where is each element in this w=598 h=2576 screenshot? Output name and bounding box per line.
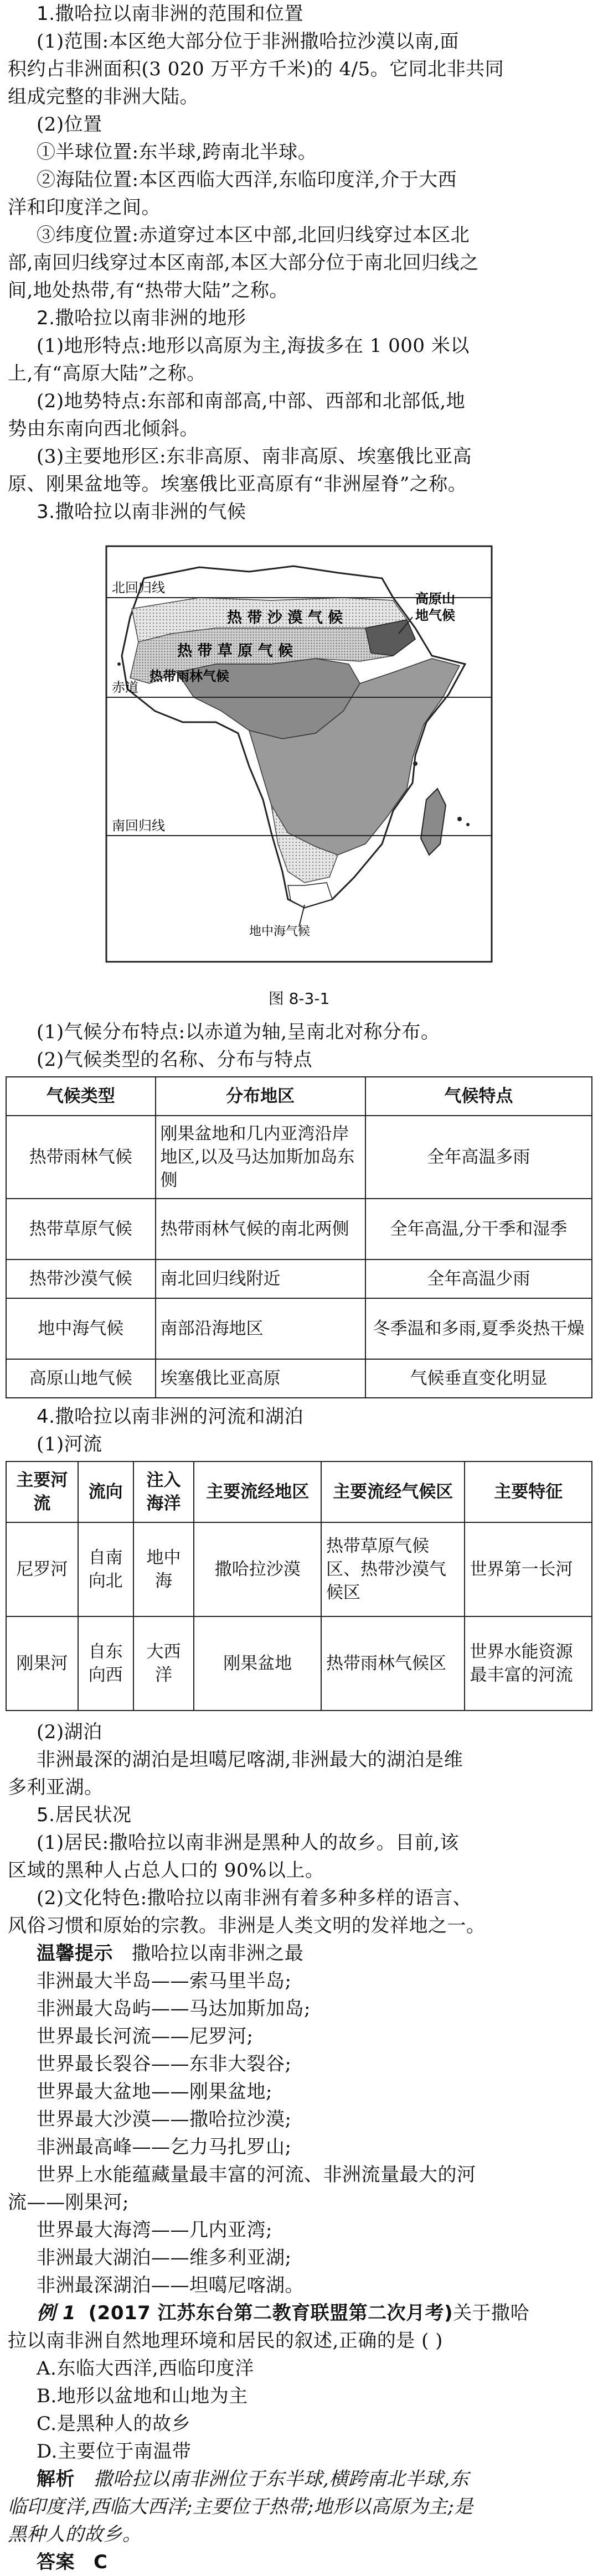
mediterranean-label: 地中海气候 bbox=[249, 925, 311, 939]
table-cell: 气候垂直变化明显 bbox=[365, 1359, 592, 1398]
position-title: (2)位置 bbox=[37, 113, 102, 136]
answer-label: 答案 bbox=[37, 2551, 75, 2573]
residents-line: 区域的黑种人占总人口的 90%以上。 bbox=[8, 1859, 324, 1882]
landform-line: (1)地形特点:地形以高原为主,海拔多在 1 000 米以 bbox=[37, 335, 470, 357]
position-line: 洋和印度洋之间。 bbox=[8, 196, 161, 219]
table-header: 气候特点 bbox=[365, 1077, 592, 1116]
table-header: 气候类型 bbox=[6, 1077, 156, 1116]
scope-line: (1)范围:本区绝大部分位于非洲撒哈拉沙漠以南,面 bbox=[37, 30, 459, 53]
table-row bbox=[6, 1522, 592, 1616]
lakes-and-residents bbox=[0, 1718, 598, 2576]
landform-line: (2)地势特点:东部和南部高,中部、西部和北部低,地 bbox=[37, 390, 466, 412]
table-cell: 热带雨林气候区 bbox=[321, 1616, 465, 1711]
position-line: 间,地处热带,有“热带大陆”之称。 bbox=[8, 279, 288, 302]
rainforest-label: 热带雨林气候 bbox=[150, 668, 229, 684]
example-stem-line: 拉以南非洲自然地理环境和居民的叙述,正确的是 ( ) bbox=[8, 2330, 443, 2352]
table-cell: 全年高温,分干季和湿季 bbox=[365, 1199, 592, 1260]
tropic-north-label: 北回归线 bbox=[112, 580, 165, 595]
table-cell: 大西洋 bbox=[133, 1616, 194, 1711]
tip-line: 非洲最高峰——乞力马扎罗山; bbox=[37, 2136, 292, 2158]
climate-table bbox=[6, 1076, 592, 1398]
table-cell: 刚果盆地 bbox=[194, 1616, 321, 1711]
tip-line: 世界最大盆地——刚果盆地; bbox=[37, 2081, 272, 2103]
table-cell: 热带草原气候区、热带沙漠气候区 bbox=[321, 1522, 465, 1616]
position-line: ①半球位置:东半球,跨南北半球。 bbox=[37, 141, 317, 163]
island-dot bbox=[466, 823, 470, 826]
residents-line: (2)文化特色:撒哈拉以南非洲有着多种多样的语言、 bbox=[37, 1887, 472, 1909]
table-header: 流向 bbox=[78, 1461, 133, 1522]
example-label: 例 1 bbox=[37, 2302, 76, 2324]
table-cell: 南部沿海地区 bbox=[156, 1298, 365, 1359]
position-line: 部,南回归线穿过本区南部,本区大部分位于南北回归线之 bbox=[8, 252, 479, 274]
table-header: 主要流经地区 bbox=[194, 1461, 321, 1522]
table-cell: 热带雨林气候的南北两侧 bbox=[156, 1199, 365, 1260]
table-cell: 世界水能资源最丰富的河流 bbox=[465, 1616, 592, 1711]
analysis-text: 撒哈拉以南非洲位于东半球,横跨南北半球,东 bbox=[93, 2468, 470, 2490]
tip-heading bbox=[0, 1940, 598, 1967]
climate-line: (1)气候分布特点:以赤道为轴,呈南北对称分布。 bbox=[37, 1021, 440, 1043]
table-cell: 刚果盆地和几内亚湾沿岸地区,以及马达加斯加岛东侧 bbox=[156, 1116, 365, 1199]
highland-label-line2: 地气候 bbox=[415, 608, 455, 623]
landform-line: (3)主要地形区:东非高原、南非高原、埃塞俄比亚高 bbox=[37, 445, 472, 468]
landform-line: 上,有“高原大陆”之称。 bbox=[8, 362, 206, 385]
example-source: (2017 江苏东台第二教育联盟第二次月考) bbox=[88, 2302, 453, 2324]
table-cell: 尼罗河 bbox=[6, 1522, 78, 1616]
table-row bbox=[6, 1260, 592, 1298]
table-cell: 地中海气候 bbox=[6, 1298, 156, 1359]
answer-line bbox=[0, 2548, 598, 2576]
tip-line: 非洲最大湖泊——维多利亚湖; bbox=[37, 2247, 292, 2269]
africa-climate-map bbox=[105, 545, 493, 963]
climate-text bbox=[0, 1018, 598, 1074]
section1-heading: 1.撒哈拉以南非洲的范围和位置 bbox=[37, 3, 303, 25]
tip-label: 温馨提示 bbox=[37, 1942, 113, 1965]
example-stem-text: 关于撒哈 bbox=[453, 2302, 530, 2324]
table-cell: 地中海 bbox=[133, 1522, 194, 1616]
tip-line: 非洲最大岛屿——马达加斯加岛; bbox=[37, 1998, 311, 2020]
tip-line: 非洲最大半岛——索马里半岛; bbox=[37, 1970, 292, 1992]
landform-line: 势由东南向西北倾斜。 bbox=[8, 418, 199, 440]
climate-line: (2)气候类型的名称、分布与特点 bbox=[37, 1049, 313, 1071]
table-header: 主要流经气候区 bbox=[321, 1461, 465, 1522]
table-header: 分布地区 bbox=[156, 1077, 365, 1116]
table-cell: 冬季温和多雨,夏季炎热干燥 bbox=[365, 1298, 592, 1359]
table-cell: 全年高温少雨 bbox=[365, 1260, 592, 1298]
figure-caption: 图 8-3-1 bbox=[268, 989, 330, 1008]
tip-line: 世界最长裂谷——东非大裂谷; bbox=[37, 2053, 292, 2075]
table-header: 主要河流 bbox=[6, 1461, 78, 1522]
residents-line: 风俗习惯和原始的宗教。非洲是人类文明的发祥地之一。 bbox=[8, 1915, 486, 1937]
tip-line: 非洲最深湖泊——坦噶尼喀湖。 bbox=[37, 2274, 304, 2297]
table-cell: 世界第一长河 bbox=[465, 1522, 592, 1616]
answer-value: C bbox=[93, 2551, 108, 2573]
section2-heading: 2.撒哈拉以南非洲的地形 bbox=[37, 307, 246, 329]
analysis-line: 临印度洋,西临大西洋;主要位于热带;地形以高原为主;是 bbox=[8, 2496, 473, 2518]
section3-heading: 3.撒哈拉以南非洲的气候 bbox=[37, 501, 246, 523]
landform-line: 原、刚果盆地等。埃塞俄比亚高原有“非洲屋脊”之称。 bbox=[8, 473, 467, 495]
savanna-label: 热 带 草 原 气 候 bbox=[177, 642, 293, 660]
tip-line: 世界最长河流——尼罗河; bbox=[37, 2025, 254, 2048]
table-cell: 热带草原气候 bbox=[6, 1199, 156, 1260]
table-cell: 热带雨林气候 bbox=[6, 1116, 156, 1199]
rivers-title: (1)河流 bbox=[37, 1433, 102, 1455]
tip-line: 流——刚果河; bbox=[8, 2191, 129, 2214]
section-landform bbox=[0, 304, 598, 498]
table-cell: 埃塞俄比亚高原 bbox=[156, 1359, 365, 1398]
section4-heading: 4.撒哈拉以南非洲的河流和湖泊 bbox=[37, 1406, 303, 1428]
tip-line: 世界最大海湾——几内亚湾; bbox=[37, 2219, 272, 2241]
island-dot bbox=[457, 817, 462, 821]
table-row bbox=[6, 1616, 592, 1711]
tip-line: 世界最大沙漠——撒哈拉沙漠; bbox=[37, 2108, 292, 2131]
river-table bbox=[6, 1461, 592, 1711]
example-option: A.东临大西洋,西临印度洋 bbox=[37, 2357, 254, 2380]
lakes-title: (2)湖泊 bbox=[37, 1721, 102, 1743]
table-header: 注入海洋 bbox=[133, 1461, 194, 1522]
highland-label-line1: 高原山 bbox=[415, 591, 455, 607]
scope-line: 积约占非洲面积(3 020 万平方千米)的 4/5。它同北非共同 bbox=[8, 58, 504, 80]
analysis-label: 解析 bbox=[37, 2468, 75, 2490]
table-header: 主要特征 bbox=[465, 1461, 592, 1522]
table-cell: 自南向北 bbox=[78, 1522, 133, 1616]
example-option: C.是黑种人的故乡 bbox=[37, 2413, 191, 2435]
table-cell: 刚果河 bbox=[6, 1616, 78, 1711]
analysis-line bbox=[0, 2465, 598, 2493]
lakes-line: 非洲最深的湖泊是坦噶尼喀湖,非洲最大的湖泊是维 bbox=[37, 1749, 463, 1771]
section-range-position bbox=[0, 0, 598, 304]
example-option: D.主要位于南温带 bbox=[37, 2440, 192, 2463]
table-row bbox=[6, 1199, 592, 1260]
table-cell: 全年高温多雨 bbox=[365, 1116, 592, 1199]
table-row bbox=[6, 1298, 592, 1359]
desert-label: 热 带 沙 漠 气 候 bbox=[227, 609, 343, 626]
tip-line: 世界上水能蕴藏量最丰富的河流、非洲流量最大的河 bbox=[37, 2164, 476, 2186]
section5-heading: 5.居民状况 bbox=[37, 1804, 132, 1826]
position-line: ②海陆位置:本区西临大西洋,东临印度洋,介于大西 bbox=[37, 169, 457, 191]
island-dot bbox=[117, 662, 121, 666]
analysis-line: 黑种人的故乡。 bbox=[8, 2523, 142, 2546]
table-cell: 自东向西 bbox=[78, 1616, 133, 1711]
table-cell: 高原山地气候 bbox=[6, 1359, 156, 1398]
section-rivers-lakes bbox=[0, 1403, 598, 1458]
tropic-south-label: 南回归线 bbox=[112, 818, 165, 833]
table-cell: 南北回归线附近 bbox=[156, 1260, 365, 1298]
tip-title: 撒哈拉以南非洲之最 bbox=[131, 1942, 304, 1965]
table-row bbox=[6, 1116, 592, 1199]
example-stem bbox=[0, 2299, 598, 2327]
example-option: B.地形以盆地和山地为主 bbox=[37, 2385, 248, 2407]
equator-label: 赤道 bbox=[112, 680, 138, 695]
residents-line: (1)居民:撒哈拉以南非洲是黑种人的故乡。目前,该 bbox=[37, 1832, 459, 1854]
lakes-line: 多利亚湖。 bbox=[8, 1776, 104, 1798]
position-line: ③纬度位置:赤道穿过本区中部,北回归线穿过本区北 bbox=[37, 224, 470, 246]
island-dot bbox=[413, 761, 417, 766]
table-row bbox=[6, 1359, 592, 1398]
table-cell: 撒哈拉沙漠 bbox=[194, 1522, 321, 1616]
table-cell: 热带沙漠气候 bbox=[6, 1260, 156, 1298]
scope-line: 组成完整的非洲大陆。 bbox=[8, 86, 199, 108]
section-climate bbox=[0, 498, 598, 526]
